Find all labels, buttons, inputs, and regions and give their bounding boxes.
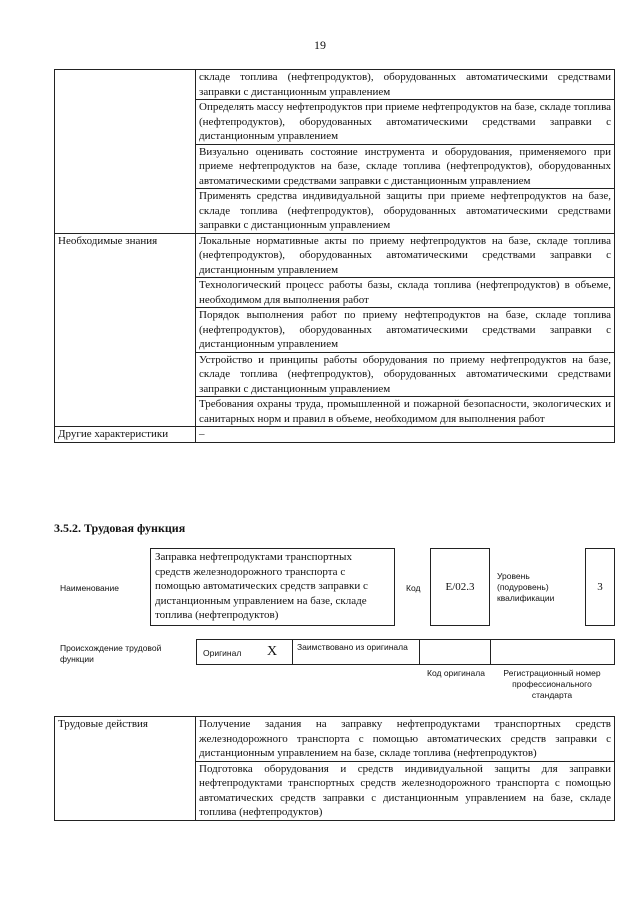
required-knowledge-label: Необходимые знания: [55, 233, 196, 427]
table-row: [55, 233, 615, 278]
code-label: Код: [406, 583, 421, 593]
reg-number-label: Регистрационный номер профессионального стандарта: [503, 668, 601, 700]
labor-actions-label: Трудовые действия: [55, 717, 196, 821]
origin-row: [196, 639, 615, 665]
row-label-cell: [55, 70, 196, 234]
borrowed-label: Заимствовано из оригинала: [297, 642, 408, 652]
page-number: 19: [314, 38, 326, 52]
labor-actions-table: [54, 716, 615, 821]
table-row: [55, 70, 615, 100]
section-title: 3.5.2. Трудовая функция: [54, 521, 186, 535]
borrowed-cell: [292, 639, 420, 665]
table-cell: Определять массу нефтепродуктов при приеме нефтепродуктов на базе, складе топлива (нефтепродуктов), оборудованных автоматическими средствами заправки с дистанционным управлением: [196, 100, 615, 145]
function-code-box: E/02.3: [430, 548, 490, 626]
reg-number-cell: [490, 639, 615, 665]
origin-label: Происхождение трудовой функции: [60, 643, 162, 664]
table-cell: Визуально оценивать состояние инструмента и оборудования, применяемого при приеме нефтепродуктов на базе, складе топлива (нефтепродуктов), оборудованных автоматическими средствами заправки с дистанционным управлением: [196, 144, 615, 189]
original-label: Оригинал: [203, 648, 242, 658]
original-cell: [196, 639, 293, 665]
table-cell: Локальные нормативные акты по приему нефтепродуктов на базе, складе топлива (нефтепродуктов), оборудованных автоматическими средствами заправки с дистанционным управлением: [196, 233, 615, 278]
table-cell: Технологический процесс работы базы, склада топлива (нефтепродуктов) в объеме, необходимом для выполнения работ: [196, 278, 615, 308]
original-mark: X: [267, 644, 278, 659]
other-characteristics-label: Другие характеристики: [55, 427, 196, 443]
table-cell: Получение задания на заправку нефтепродуктами транспортных средств железнодорожного транспорта с помощью автоматических средств заправки с дистанционным управлением на базе, складе топлива (нефтепродуктов): [196, 717, 615, 762]
table-row: [55, 427, 615, 443]
table-cell: –: [196, 427, 615, 443]
code-original-cell: [419, 639, 491, 665]
name-label: Наименование: [60, 583, 119, 593]
skills-knowledge-table: [54, 69, 615, 443]
table-cell: Порядок выполнения работ по приему нефтепродуктов на базе, складе топлива (нефтепродуктов), оборудованных автоматическими средствами заправки с дистанционным управлением: [196, 308, 615, 353]
table-cell: Подготовка оборудования и средств индивидуальной защиты для заправки нефтепродуктами транспортных средств железнодорожного транспорта с помощью автоматических средств заправки с дистанционным управлением на базе, складе топлива (нефтепродуктов): [196, 761, 615, 820]
level-label: Уровень (подуровень) квалификации: [497, 571, 555, 603]
table-row: [55, 717, 615, 762]
table-cell: Требования охраны труда, промышленной и пожарной безопасности, экологических и санитарных норм и правил в объеме, необходимом для выполнения работ: [196, 397, 615, 427]
level-value-box: 3: [585, 548, 615, 626]
table-cell: Устройство и принципы работы оборудования по приему нефтепродуктов на базе, складе топлива (нефтепродуктов), оборудованных автоматическими средствами заправки с дистанционным управлением: [196, 352, 615, 397]
function-name-box: Заправка нефтепродуктами транспортных средств железнодорожного транспорта с помощью автоматических средств заправки с дистанционным управлением на базе, складе топлива (нефтепродуктов): [150, 548, 395, 626]
table-cell: складе топлива (нефтепродуктов), оборудованных автоматическими средствами заправки с дистанционным управлением: [196, 70, 615, 100]
table-cell: Применять средства индивидуальной защиты при приеме нефтепродуктов на базе, складе топлива (нефтепродуктов), оборудованных автоматическими средствами заправки с дистанционным управлением: [196, 189, 615, 234]
code-original-label: Код оригинала: [427, 668, 485, 678]
